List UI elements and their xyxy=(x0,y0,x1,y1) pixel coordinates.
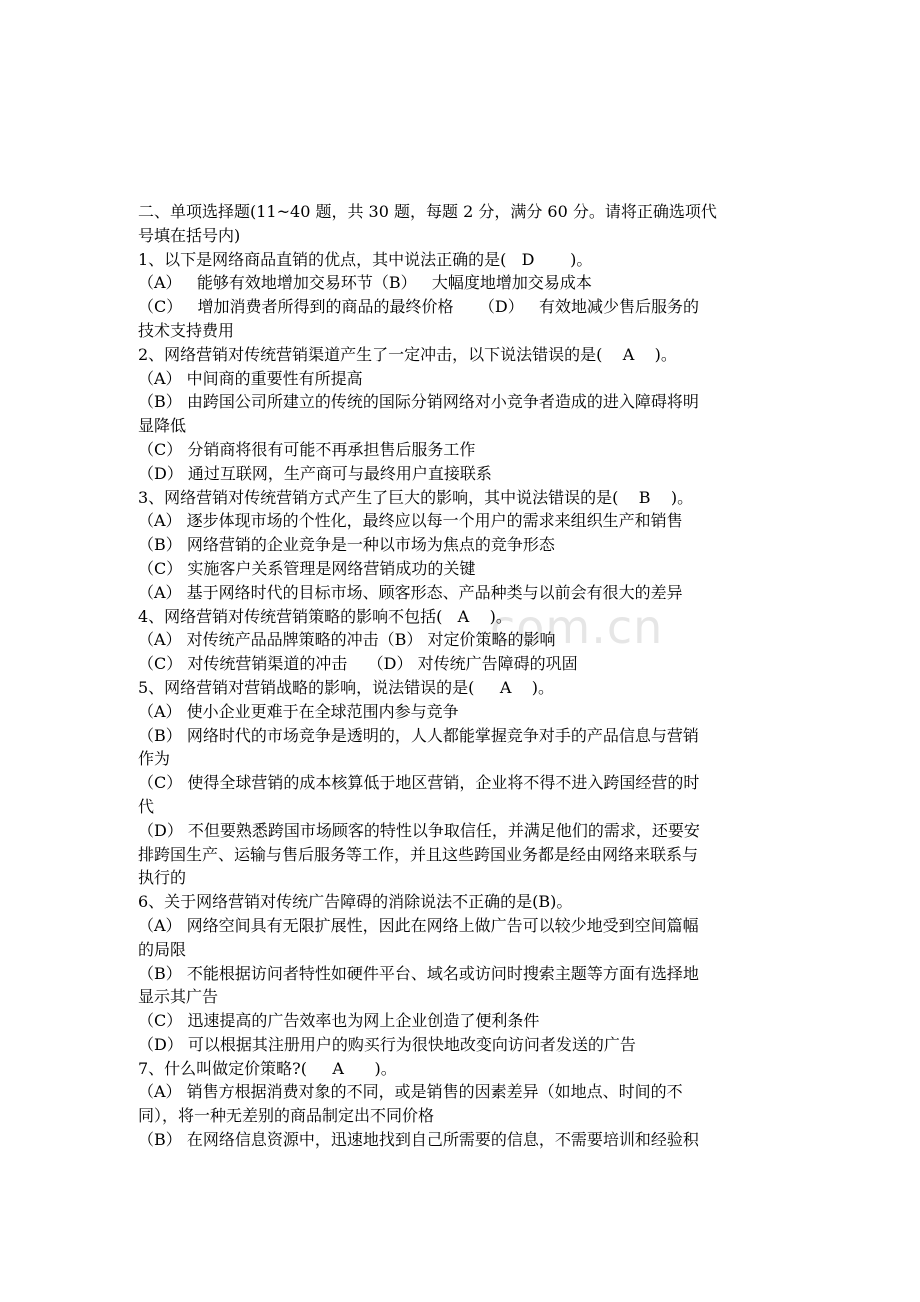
text-line: （B） 由跨国公司所建立的传统的国际分销网络对小竞争者造成的进入障碍将明 xyxy=(138,392,699,412)
text-line: 执行的 xyxy=(138,868,187,888)
text-line: （C） 增加消费者所得到的商品的最终价格 （D） 有效地减少售后服务的 xyxy=(138,297,700,317)
text-line: （B） 在网络信息资源中，迅速地找到自己所需要的信息，不需要培训和经验积 xyxy=(138,1130,699,1150)
text-line: （C） 实施客户关系管理是网络营销成功的关键 xyxy=(138,558,476,578)
text-line: 6、关于网络营销对传统广告障碍的消除说法不正确的是(B)。 xyxy=(138,892,573,912)
watermark: com.cn xyxy=(490,600,664,654)
text-line: （C） 使得全球营销的成本核算低于地区营销，企业将不得不进入跨国经营的时 xyxy=(138,773,700,793)
text-line: 的局限 xyxy=(138,939,187,959)
text-line: （A） 使小企业更难于在全球范围内参与竞争 xyxy=(138,701,459,721)
text-line: （B） 不能根据访问者特性如硬件平台、域名或访问时搜索主题等方面有选择地 xyxy=(138,963,699,983)
text-line: 排跨国生产、运输与售后服务等工作，并且这些跨国业务都是经由网络来联系与 xyxy=(138,844,699,864)
text-line: 号填在括号内) xyxy=(138,225,241,245)
text-line: 4、网络营销对传统营销策略的影响不包括( A )。 xyxy=(138,606,512,626)
text-line: 7、什么叫做定价策略?( A )。 xyxy=(138,1058,397,1078)
text-line: 作为 xyxy=(138,749,171,769)
text-line: 2、网络营销对传统营销渠道产生了一定冲击，以下说法错误的是( A )。 xyxy=(138,344,677,364)
text-line: 3、网络营销对传统营销方式产生了巨大的影响，其中说法错误的是( B )。 xyxy=(138,487,694,507)
text-line: （A） 能够有效地增加交易环节（B） 大幅度地增加交易成本 xyxy=(138,273,592,293)
text-line: 同），将一种无差别的商品制定出不同价格 xyxy=(138,1106,435,1126)
text-line: （C） 分销商将很有可能不再承担售后服务工作 xyxy=(138,439,476,459)
text-line: （A） 网络空间具有无限扩展性，因此在网络上做广告可以较少地受到空间篇幅 xyxy=(138,915,699,935)
text-line: 显降低 xyxy=(138,416,187,436)
text-line: 代 xyxy=(138,796,155,816)
text-line: （B） 网络时代的市场竞争是透明的，人人都能掌握竞争对手的产品信息与营销 xyxy=(138,725,699,745)
text-line: （A） 中间商的重要性有所提高 xyxy=(138,368,363,388)
document-page xyxy=(138,200,788,1152)
text-line: 二、单项选择题(11~40 题，共 30 题，每题 2 分，满分 60 分。请将正确选项代 xyxy=(138,202,717,221)
text-line: （A） 逐步体现市场的个性化，最终应以每一个用户的需求来组织生产和销售 xyxy=(138,511,683,531)
text-line: （C） 迅速提高的广告效率也为网上企业创造了便利条件 xyxy=(138,1011,540,1031)
text-line: 5、网络营销对营销战略的影响，说法错误的是( A )。 xyxy=(138,677,554,697)
text-line: （C） 对传统营销渠道的冲击 （D） 对传统广告障碍的巩固 xyxy=(138,654,578,674)
text-line: （A） 对传统产品品牌策略的冲击（B） 对定价策略的影响 xyxy=(138,630,556,650)
text-line: 显示其广告 xyxy=(138,987,219,1007)
text-line: 1、以下是网络商品直销的优点，其中说法正确的是( D )。 xyxy=(138,249,593,269)
text-line: 技术支持费用 xyxy=(138,320,235,340)
text-line: （B） 网络营销的企业竞争是一种以市场为焦点的竞争形态 xyxy=(138,535,555,555)
text-line: （D） 通过互联网，生产商可与最终用户直接联系 xyxy=(138,463,492,483)
text-line: （D） 不但要熟悉跨国市场顾客的特性以争取信任，并满足他们的需求，还要安 xyxy=(138,820,700,840)
text-line: （D） 可以根据其注册用户的购买行为很快地改变向访问者发送的广告 xyxy=(138,1034,636,1054)
text-line: （A） 基于网络时代的目标市场、顾客形态、产品种类与以前会有很大的差异 xyxy=(138,582,683,602)
text-line: （A） 销售方根据消费对象的不同，或是销售的因素差异（如地点、时间的不 xyxy=(138,1082,683,1102)
